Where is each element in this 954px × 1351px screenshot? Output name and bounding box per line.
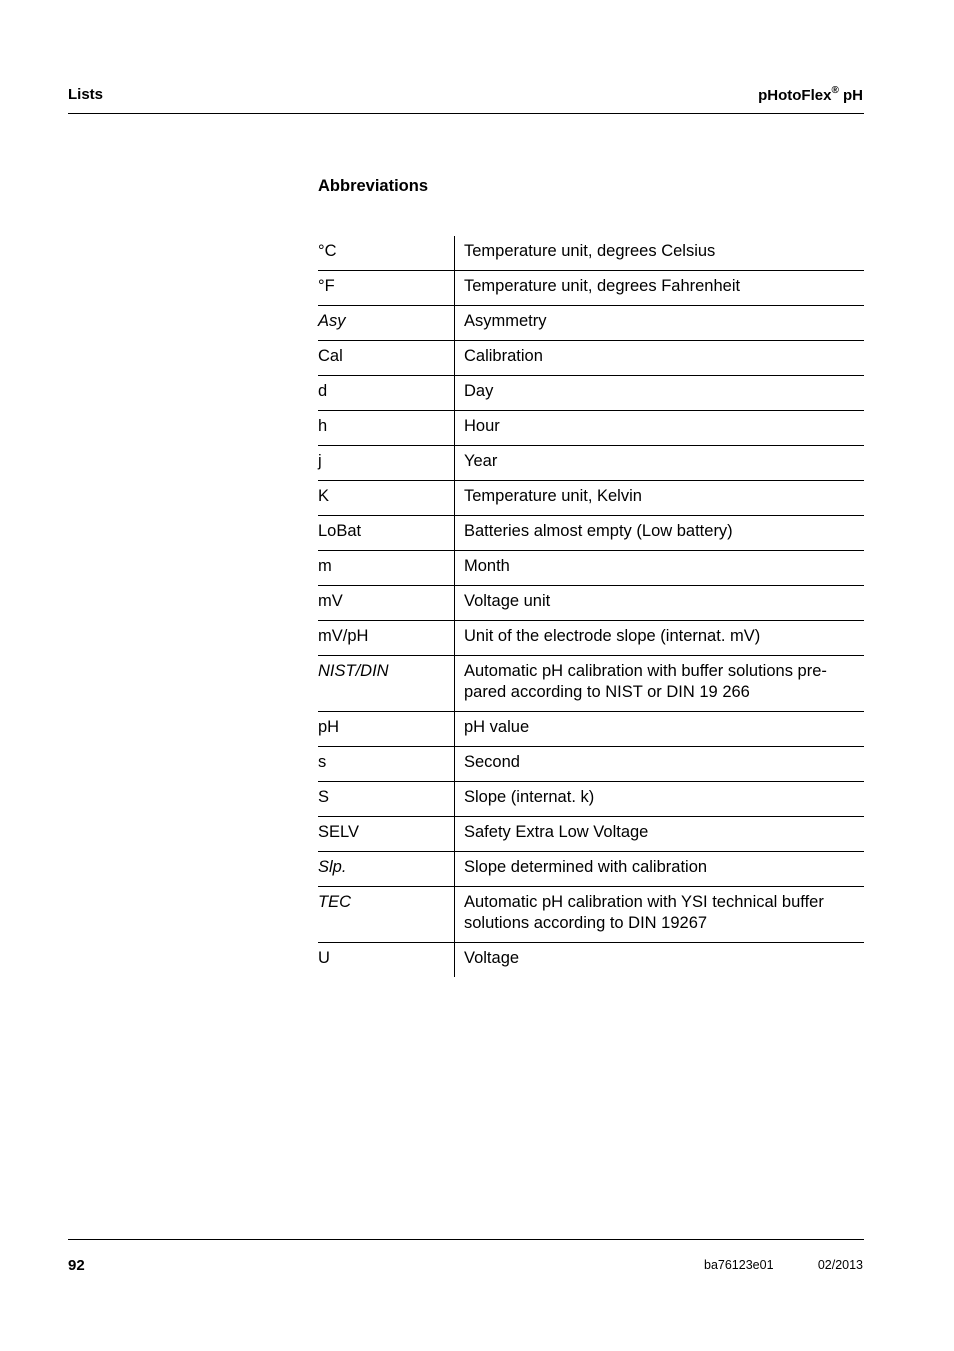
abbreviation-definition: Slope (internat. k) <box>464 788 595 806</box>
abbreviation-term: j <box>318 452 322 470</box>
abbreviation-definition: Voltage <box>464 949 520 967</box>
table-row <box>318 516 864 551</box>
abbreviation-definition: Calibration <box>464 347 543 365</box>
abbreviation-definition: Temperature unit, degrees Celsius <box>464 242 716 260</box>
abbreviation-term: U <box>318 949 330 967</box>
page-title: Abbreviations <box>318 177 429 195</box>
table-row <box>318 551 864 586</box>
abbreviation-definition: Asymmetry <box>464 312 547 330</box>
abbreviation-definition: pH value <box>464 718 530 736</box>
document-date: 02/2013 <box>817 1258 863 1272</box>
abbreviation-definition: Voltage unit <box>464 592 551 610</box>
abbreviation-term: h <box>318 417 328 435</box>
abbreviation-term: s <box>318 753 327 771</box>
abbreviation-term: Asy <box>318 312 346 330</box>
registered-mark: ® <box>831 85 839 96</box>
abbreviation-definition-cell <box>455 376 865 411</box>
abbreviation-definition-cell <box>455 621 865 656</box>
table-row <box>318 236 864 271</box>
abbreviation-definition: Year <box>464 452 498 470</box>
abbreviation-definition-cell <box>455 551 865 586</box>
table-row <box>318 586 864 621</box>
table-row <box>318 656 864 712</box>
abbreviation-definition-cell <box>455 943 865 978</box>
table-row <box>318 712 864 747</box>
abbreviation-definition-cell <box>455 782 865 817</box>
abbreviation-definition-cell <box>455 747 865 782</box>
abbreviation-term-cell <box>318 621 455 656</box>
abbreviation-definition-cell <box>455 852 865 887</box>
abbreviation-term-cell <box>318 782 455 817</box>
abbreviation-definition: Safety Extra Low Voltage <box>464 823 649 841</box>
abbreviation-term-cell <box>318 341 455 376</box>
abbreviation-term: LoBat <box>318 522 362 540</box>
table-row <box>318 817 864 852</box>
abbreviation-term-cell <box>318 271 455 306</box>
abbreviations-table-body <box>318 236 864 977</box>
abbreviation-definition-cell <box>455 817 865 852</box>
abbreviation-term-cell <box>318 516 455 551</box>
abbreviation-definition-cell <box>455 712 865 747</box>
table-row <box>318 411 864 446</box>
abbreviation-definition: Temperature unit, degrees Fahrenheit <box>464 277 741 295</box>
abbreviation-definition: Second <box>464 753 520 771</box>
abbreviation-term: mV/pH <box>318 627 369 645</box>
abbreviation-term-cell <box>318 747 455 782</box>
table-row <box>318 271 864 306</box>
product-name: pHotoFlex <box>758 87 832 104</box>
table-row <box>318 852 864 887</box>
table-row <box>318 446 864 481</box>
abbreviation-definition-cell <box>455 271 865 306</box>
abbreviation-term-cell <box>318 481 455 516</box>
abbreviation-term: mV <box>318 592 343 610</box>
abbreviation-definition: Slope determined with calibration <box>464 858 708 876</box>
abbreviation-term: K <box>318 487 330 505</box>
abbreviation-term-cell <box>318 943 455 978</box>
abbreviation-term-cell <box>318 712 455 747</box>
table-row <box>318 887 864 943</box>
table-row <box>318 943 864 978</box>
abbreviation-definition: Automatic pH calibration with buffer solutions pre- pared according to NIST or DIN 19 266 <box>464 662 827 701</box>
product-suffix: pH <box>838 87 863 104</box>
abbreviation-term: Slp. <box>318 858 347 876</box>
abbreviation-term: °C <box>318 242 337 260</box>
abbreviation-term-cell <box>318 376 455 411</box>
abbreviation-definition-cell <box>455 411 865 446</box>
abbreviation-term-cell <box>318 411 455 446</box>
abbreviation-term: TEC <box>318 893 351 911</box>
abbreviation-definition-cell <box>455 656 865 712</box>
abbreviation-definition-cell <box>455 446 865 481</box>
abbreviation-term: S <box>318 788 330 806</box>
abbreviation-term-cell <box>318 446 455 481</box>
abbreviation-definition-cell <box>455 887 865 943</box>
abbreviation-definition: Month <box>464 557 510 575</box>
abbreviation-definition-cell <box>455 481 865 516</box>
abbreviation-term-cell <box>318 817 455 852</box>
abbreviation-definition-cell <box>455 516 865 551</box>
abbreviation-term: pH <box>318 718 340 736</box>
abbreviation-term: NIST/DIN <box>318 662 389 680</box>
abbreviation-term-cell <box>318 586 455 621</box>
table-row <box>318 782 864 817</box>
header-section-title: Lists <box>68 86 104 103</box>
table-row <box>318 621 864 656</box>
abbreviation-definition: Automatic pH calibration with YSI technical buffer solutions according to DIN 19267 <box>464 893 824 932</box>
abbreviation-term: SELV <box>318 823 359 841</box>
header-product-name <box>758 86 863 104</box>
page-number: 92 <box>68 1257 85 1274</box>
abbreviation-term-cell <box>318 887 455 943</box>
document-id: ba76123e01 <box>704 1258 774 1272</box>
header-rule <box>68 113 864 114</box>
abbreviation-definition: Hour <box>464 417 500 435</box>
abbreviation-definition: Temperature unit, Kelvin <box>464 487 642 505</box>
abbreviation-term-cell <box>318 656 455 712</box>
abbreviation-term: Cal <box>318 347 343 365</box>
table-row <box>318 341 864 376</box>
abbreviation-term: °F <box>318 277 335 295</box>
abbreviation-definition-cell <box>455 236 865 271</box>
abbreviation-term-cell <box>318 306 455 341</box>
footer-rule <box>68 1239 864 1240</box>
table-row <box>318 306 864 341</box>
table-row <box>318 747 864 782</box>
abbreviation-term: m <box>318 557 332 575</box>
abbreviation-term-cell <box>318 852 455 887</box>
abbreviation-definition-cell <box>455 306 865 341</box>
abbreviation-definition: Unit of the electrode slope (internat. mV) <box>464 627 761 645</box>
abbreviation-definition: Day <box>464 382 494 400</box>
abbreviations-table <box>318 236 864 977</box>
abbreviation-definition: Batteries almost empty (Low battery) <box>464 522 733 540</box>
abbreviation-term-cell <box>318 236 455 271</box>
abbreviation-term: d <box>318 382 328 400</box>
abbreviation-definition-cell <box>455 586 865 621</box>
table-row <box>318 376 864 411</box>
abbreviation-term-cell <box>318 551 455 586</box>
abbreviation-definition-cell <box>455 341 865 376</box>
table-row <box>318 481 864 516</box>
